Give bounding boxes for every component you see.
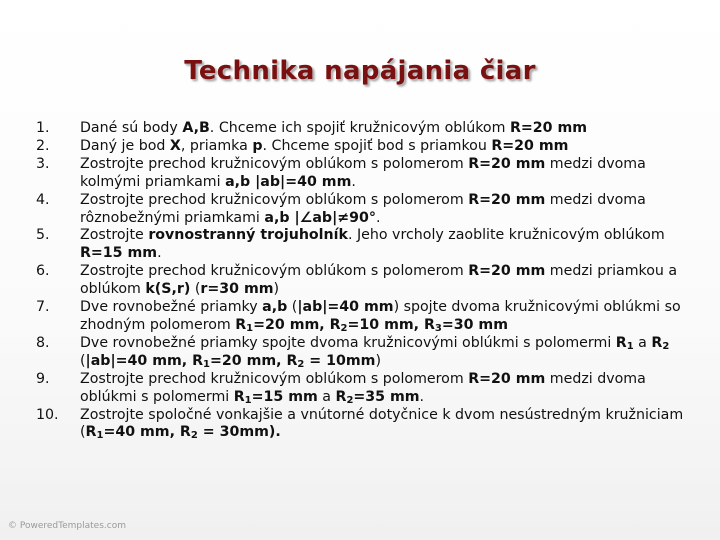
list-item	[36, 335, 696, 371]
list-item-number: 8.	[36, 334, 50, 351]
list-item	[36, 227, 696, 263]
list-item-text: Zostrojte prechod kružnicovým oblúkom s polomerom R=20 mm medzi dvoma oblúkmi s polomermi $R_1=15$ mm a $R_2=35$ mm.	[80, 370, 646, 406]
list-item	[36, 371, 696, 407]
list-item	[36, 120, 696, 138]
list-item	[36, 407, 696, 443]
list-item-number: 5.	[36, 227, 50, 244]
list-item-number: 1.	[36, 120, 50, 136]
list-item-text: Zostrojte rovnostranný trojuholník. Jeho vrcholy zaoblite kružnicovým oblúkom R=15 mm.	[80, 227, 665, 262]
list-item-text: Zostrojte prechod kružnicovým oblúkom s polomerom R=20 mm medzi priamkou a oblúkom k(S,r) (r=30 mm)	[80, 263, 678, 298]
list-item-text: Dané sú body A,B. Chceme ich spojiť kružnicovým oblúkom R=20 mm	[80, 120, 588, 136]
task-list	[36, 120, 696, 442]
list-item-text: Zostrojte spoločné vonkajšie a vnútorné dotyčnice k dvom nesústredným kružniciam ($R_1=40$ mm, $R_2 = 30mm$).	[80, 406, 684, 442]
list-item-number: 6.	[36, 263, 50, 280]
footer-watermark: © PoweredTemplates.com	[8, 521, 126, 531]
list-item-text: Zostrojte prechod kružnicovým oblúkom s polomerom R=20 mm medzi dvoma rôznobežnými priamkami a,b |∠ab|≠90°.	[80, 191, 646, 226]
list-item-number: 10.	[36, 406, 59, 423]
list-item	[36, 263, 696, 299]
slide-title: Technika napájania čiar	[184, 56, 536, 86]
list-item	[36, 299, 696, 335]
list-item-text: Daný je bod X, priamka p. Chceme spojiť bod s priamkou R=20 mm	[80, 137, 569, 154]
list-item	[36, 138, 696, 156]
list-item-number: 2.	[36, 137, 50, 154]
list-item	[36, 156, 696, 192]
list-item-text: Zostrojte prechod kružnicovým oblúkom s polomerom R=20 mm medzi dvoma kolmými priamkami a,b |ab|=40 mm.	[80, 155, 646, 190]
list-item-number: 9.	[36, 370, 50, 387]
list-item-text: Dve rovnobežné priamky spojte dvoma kružnicovými oblúkmi s polomermi $R_1$ a $R_2$ (|ab|=40 mm, $R_1=20$ mm, $R_2 = 10mm$)	[80, 334, 670, 370]
list-item-number: 3.	[36, 155, 50, 172]
list-item-number: 4.	[36, 191, 50, 208]
list-item-number: 7.	[36, 299, 50, 316]
list-item	[36, 192, 696, 228]
list-item-text: Dve rovnobežné priamky a,b (|ab|=40 mm) spojte dvoma kružnicovými oblúkmi so zhodným polomerom $R_1=20$ mm, $R_2=10$ mm, $R_3=30$ mm	[80, 299, 681, 334]
